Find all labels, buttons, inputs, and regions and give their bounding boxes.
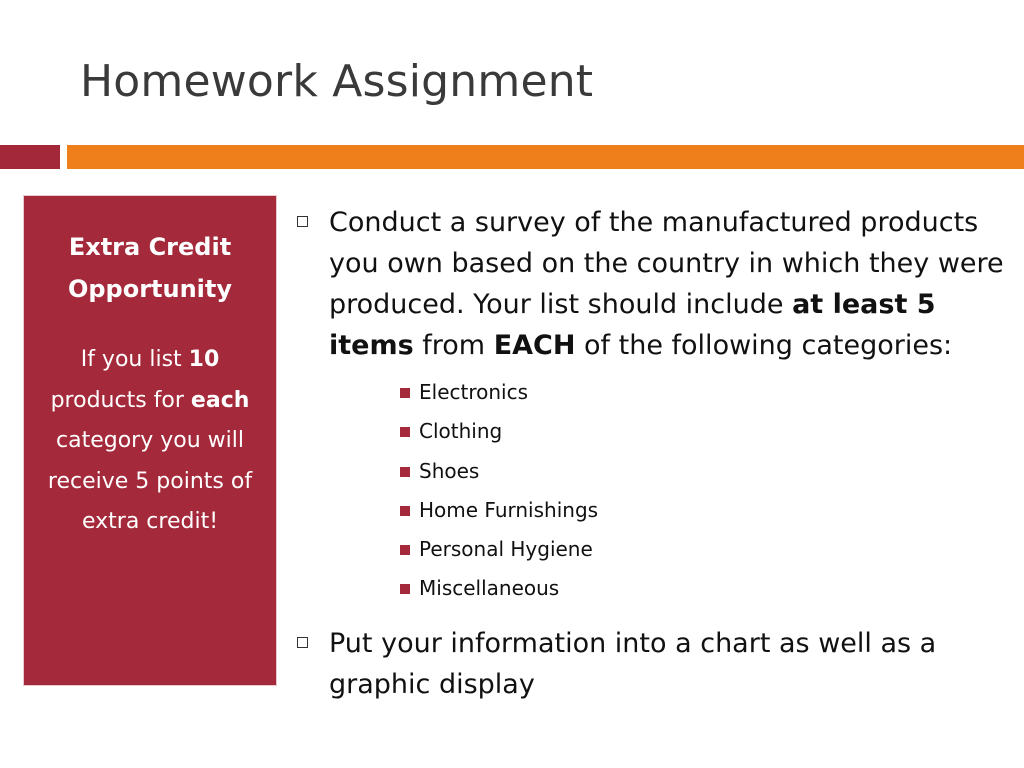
filled-square-bullet-icon [400,467,410,477]
callout-body-text: products for [50,387,191,413]
filled-square-bullet-icon [400,427,410,437]
survey-text: from [413,330,494,361]
filled-square-bullet-icon [400,545,410,555]
callout-body-each: each [190,387,250,413]
callout-body-text: If you list [80,347,189,372]
category-item [395,412,1009,451]
category-label: Home Furnishings [419,497,599,522]
survey-text-bold: at least 5 items [329,289,936,361]
callout-body-count: 10 [188,347,220,372]
list-item-survey [294,202,1009,609]
survey-text-bold: EACH [493,330,576,361]
category-item [395,452,1009,491]
filled-square-bullet-icon [400,388,410,398]
category-label: Miscellaneous [419,576,560,601]
category-item [395,491,1009,530]
chart-text: Put your information into a chart as well as a graphic display [329,627,937,700]
filled-square-bullet-icon [400,584,410,594]
callout-heading-line1: Extra Credit [68,233,232,261]
title-divider-red [0,145,60,169]
filled-square-bullet-icon [400,506,410,516]
hollow-square-bullet-icon [297,637,308,648]
category-item [395,530,1009,569]
callout-body-text: category you will receive 5 points of extra credit! [47,428,253,534]
list-item-chart [294,623,1009,705]
assignment-list [294,202,1009,705]
slide-title: Homework Assignment [80,56,594,107]
category-label: Personal Hygiene [419,537,593,562]
category-item [395,373,1009,412]
callout-body [38,340,262,543]
survey-text: Conduct a survey of the manufactured products you own based on the country in which they were produced. Your list should include [329,207,1004,320]
title-divider-orange [67,145,1024,169]
callout-heading-line2: Opportunity [67,275,233,303]
category-item [395,569,1009,608]
hollow-square-bullet-icon [297,216,308,227]
survey-text: of the following categories: [575,330,953,361]
category-label: Electronics [419,380,529,404]
callout-heading [38,226,262,310]
category-label: Clothing [419,419,503,444]
category-label: Shoes [419,458,480,483]
category-list [329,373,1009,609]
extra-credit-callout [23,195,277,686]
